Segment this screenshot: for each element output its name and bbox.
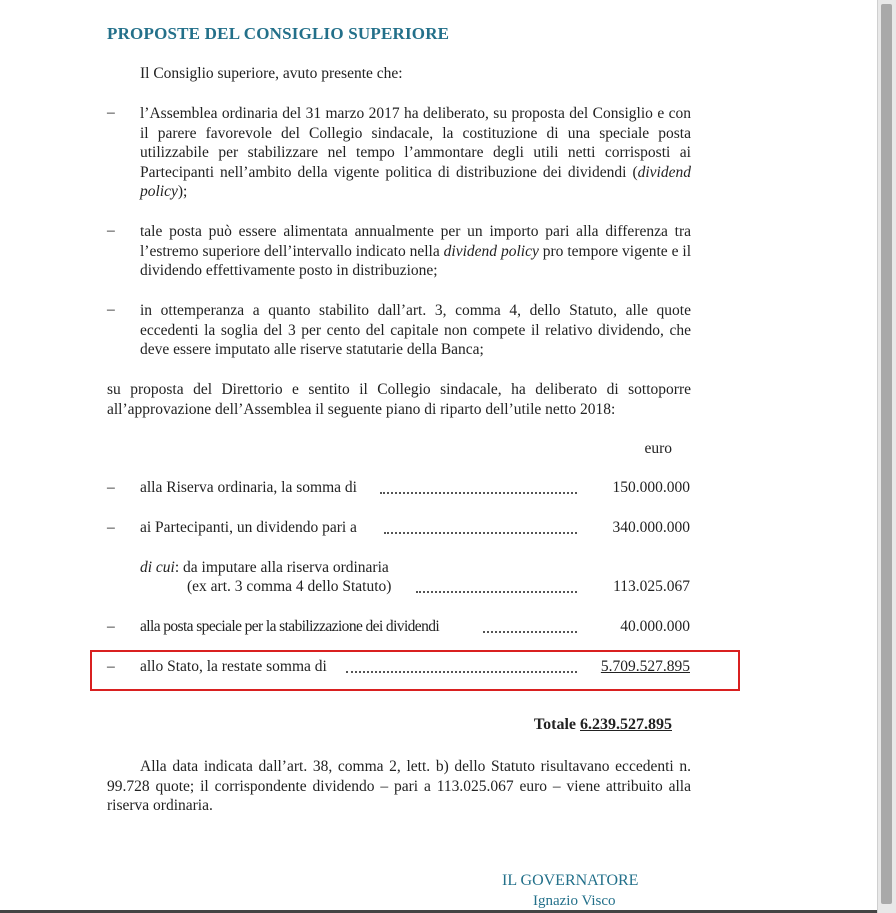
bullet-dash: –: [107, 301, 115, 318]
row-dash: –: [107, 519, 115, 536]
signature-name: Ignazio Visco: [533, 893, 616, 909]
closing-paragraph: Alla data indicata dall’art. 38, comma 2, lett. b) dello Statuto risultavano eccedenti n. 99.728 quote; il corrispondente dividendo – pari a 113.025.067 euro – viene attribuito alla riserva ordinaria.: [107, 758, 691, 814]
scrollbar-thumb[interactable]: [881, 4, 892, 904]
state-label: allo Stato, la restate somma di: [140, 658, 327, 675]
row-dash: –: [107, 618, 115, 635]
state-amount: 5.709.527.895: [600, 658, 690, 675]
bullet-text: in ottemperanza a quanto stabilito dall’art. 3, comma 4, dello Statuto, alle quote eccedenti la soglia del 3 per cento del capitale non compete il relativo dividendo, che deve essere imputato alle riserve statutarie della Banca;: [140, 302, 691, 358]
bullet-text: l’Assemblea ordinaria del 31 marzo 2017 ha deliberato, su proposta del Consiglio e con il parere favorevole del Collegio sindacale, la costituzione di una speciale posta utilizzabile per stabilizzare nel tempo l’ammontare degli utili netti corrisposti ai Partecipanti nell’ambito della vigente politica di distribuzione dei dividendi (dividend policy);: [140, 105, 691, 200]
total-line: [534, 716, 672, 734]
bullet-text: tale posta può essere alimentata annualmente per un importo pari alla differenza tra l’estremo superiore dell’intervallo indicato nella dividend policy pro tempore vigente e il dividendo effettivamente posto in distribuzione;: [140, 223, 692, 279]
of-which-line1: di cui: da imputare alla riserva ordinaria: [140, 559, 389, 576]
special-label: alla posta speciale per la stabilizzazione dei dividendi: [140, 618, 440, 635]
row-dash: –: [107, 658, 115, 675]
participants-label: ai Partecipanti, un dividendo pari a: [140, 519, 357, 536]
reserve-amount: 150.000.000: [612, 479, 690, 496]
vertical-scrollbar[interactable]: [877, 0, 896, 913]
total-value: 6.239.527.895: [580, 716, 672, 733]
row-dash: –: [107, 479, 115, 496]
of-which-amount: 113.025.067: [613, 578, 690, 595]
currency-label: euro: [644, 440, 672, 457]
of-which-line2: (ex art. 3 comma 4 dello Statuto): [187, 578, 392, 595]
section-title: PROPOSTE DEL CONSIGLIO SUPERIORE: [107, 24, 450, 43]
signature-title: IL GOVERNATORE: [502, 872, 639, 889]
total-label: Totale: [533, 716, 576, 733]
participants-amount: 340.000.000: [612, 519, 690, 536]
leader-dots: [384, 530, 577, 534]
leader-dots: [483, 629, 577, 633]
special-amount: 40.000.000: [620, 618, 690, 635]
leader-dots: [380, 490, 577, 494]
highlight-box: [90, 650, 740, 691]
intro-paragraph: Il Consiglio superiore, avuto presente che:: [140, 65, 403, 82]
bullet-dash: –: [107, 104, 115, 121]
leader-dots: [416, 589, 577, 593]
bullet-dash: –: [107, 222, 115, 239]
proposal-paragraph: su proposta del Direttorio e sentito il Collegio sindacale, ha deliberato di sottoporre all’approvazione dell’Assemblea il seguente piano di riparto dell’utile netto 2018:: [107, 381, 691, 418]
reserve-label: alla Riserva ordinaria, la somma di: [140, 479, 357, 496]
